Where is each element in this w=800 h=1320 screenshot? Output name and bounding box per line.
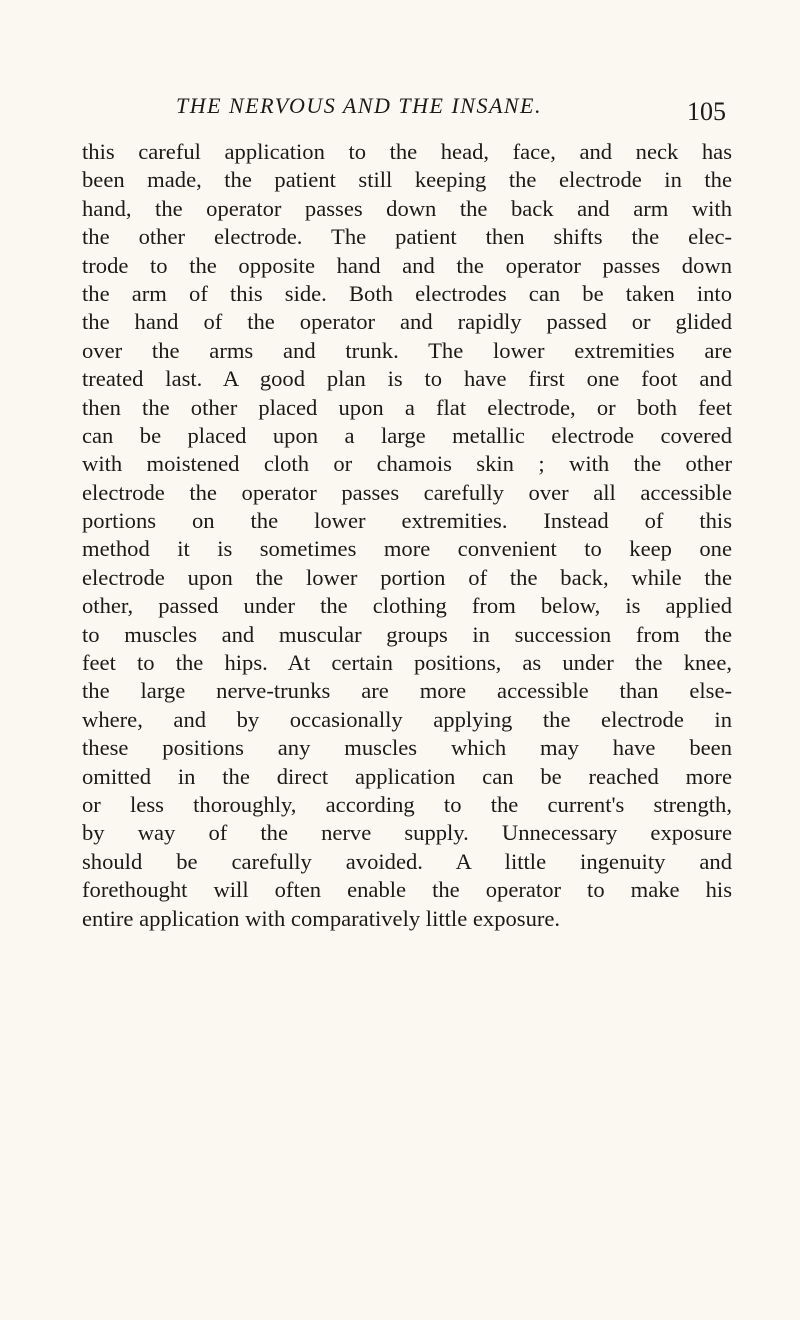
text-line: the other electrode. The patient then shifts the elec- [82,224,732,250]
body-paragraph [82,138,732,933]
page-number: 105 [687,97,726,126]
text-line: forethought will often enable the operator to make his [82,877,732,903]
text-line: or less thoroughly, according to the current's strength, [82,791,732,817]
text-line: by way of the nerve supply. Unnecessary exposure [82,820,732,846]
text-line: method it is sometimes more convenient to keep one [82,536,732,562]
text-line: other, passed under the clothing from below, is applied [82,593,732,619]
text-line: electrode upon the lower portion of the back, while the [82,564,732,590]
text-line: the large nerve-trunks are more accessible than else- [82,678,732,704]
text-line: over the arms and trunk. The lower extremities are [82,337,732,363]
text-line: hand, the operator passes down the back and arm with [82,195,732,221]
text-line: feet to the hips. At certain positions, as under the knee, [82,650,732,676]
text-line: been made, the patient still keeping the electrode in the [82,167,732,193]
text-line: portions on the lower extremities. Instead of this [82,508,732,534]
running-title: THE NERVOUS AND THE INSANE. [176,93,542,118]
text-line: treated last. A good plan is to have first one foot and [82,366,732,392]
text-line: this careful application to the head, face, and neck has [82,139,732,164]
text-line: omitted in the direct application can be reached more [82,763,732,789]
text-line: then the other placed upon a flat electrode, or both feet [82,394,732,420]
text-line: where, and by occasionally applying the electrode in [82,706,732,732]
running-head [0,92,800,132]
text-line: should be carefully avoided. A little ingenuity and [82,848,732,874]
text-line: the hand of the operator and rapidly passed or glided [82,309,732,335]
text-line: these positions any muscles which may have been [82,735,732,761]
text-line: can be placed upon a large metallic electrode covered [82,422,732,448]
text-line: electrode the operator passes carefully over all accessible [82,479,732,505]
text-line: the arm of this side. Both electrodes can be taken into [82,280,732,306]
text-line: entire application with comparatively little exposure. [82,905,561,931]
text-line: trode to the opposite hand and the operator passes down [82,252,732,278]
text-line: to muscles and muscular groups in succession from the [82,621,732,647]
text-line: with moistened cloth or chamois skin ; with the other [82,451,732,477]
